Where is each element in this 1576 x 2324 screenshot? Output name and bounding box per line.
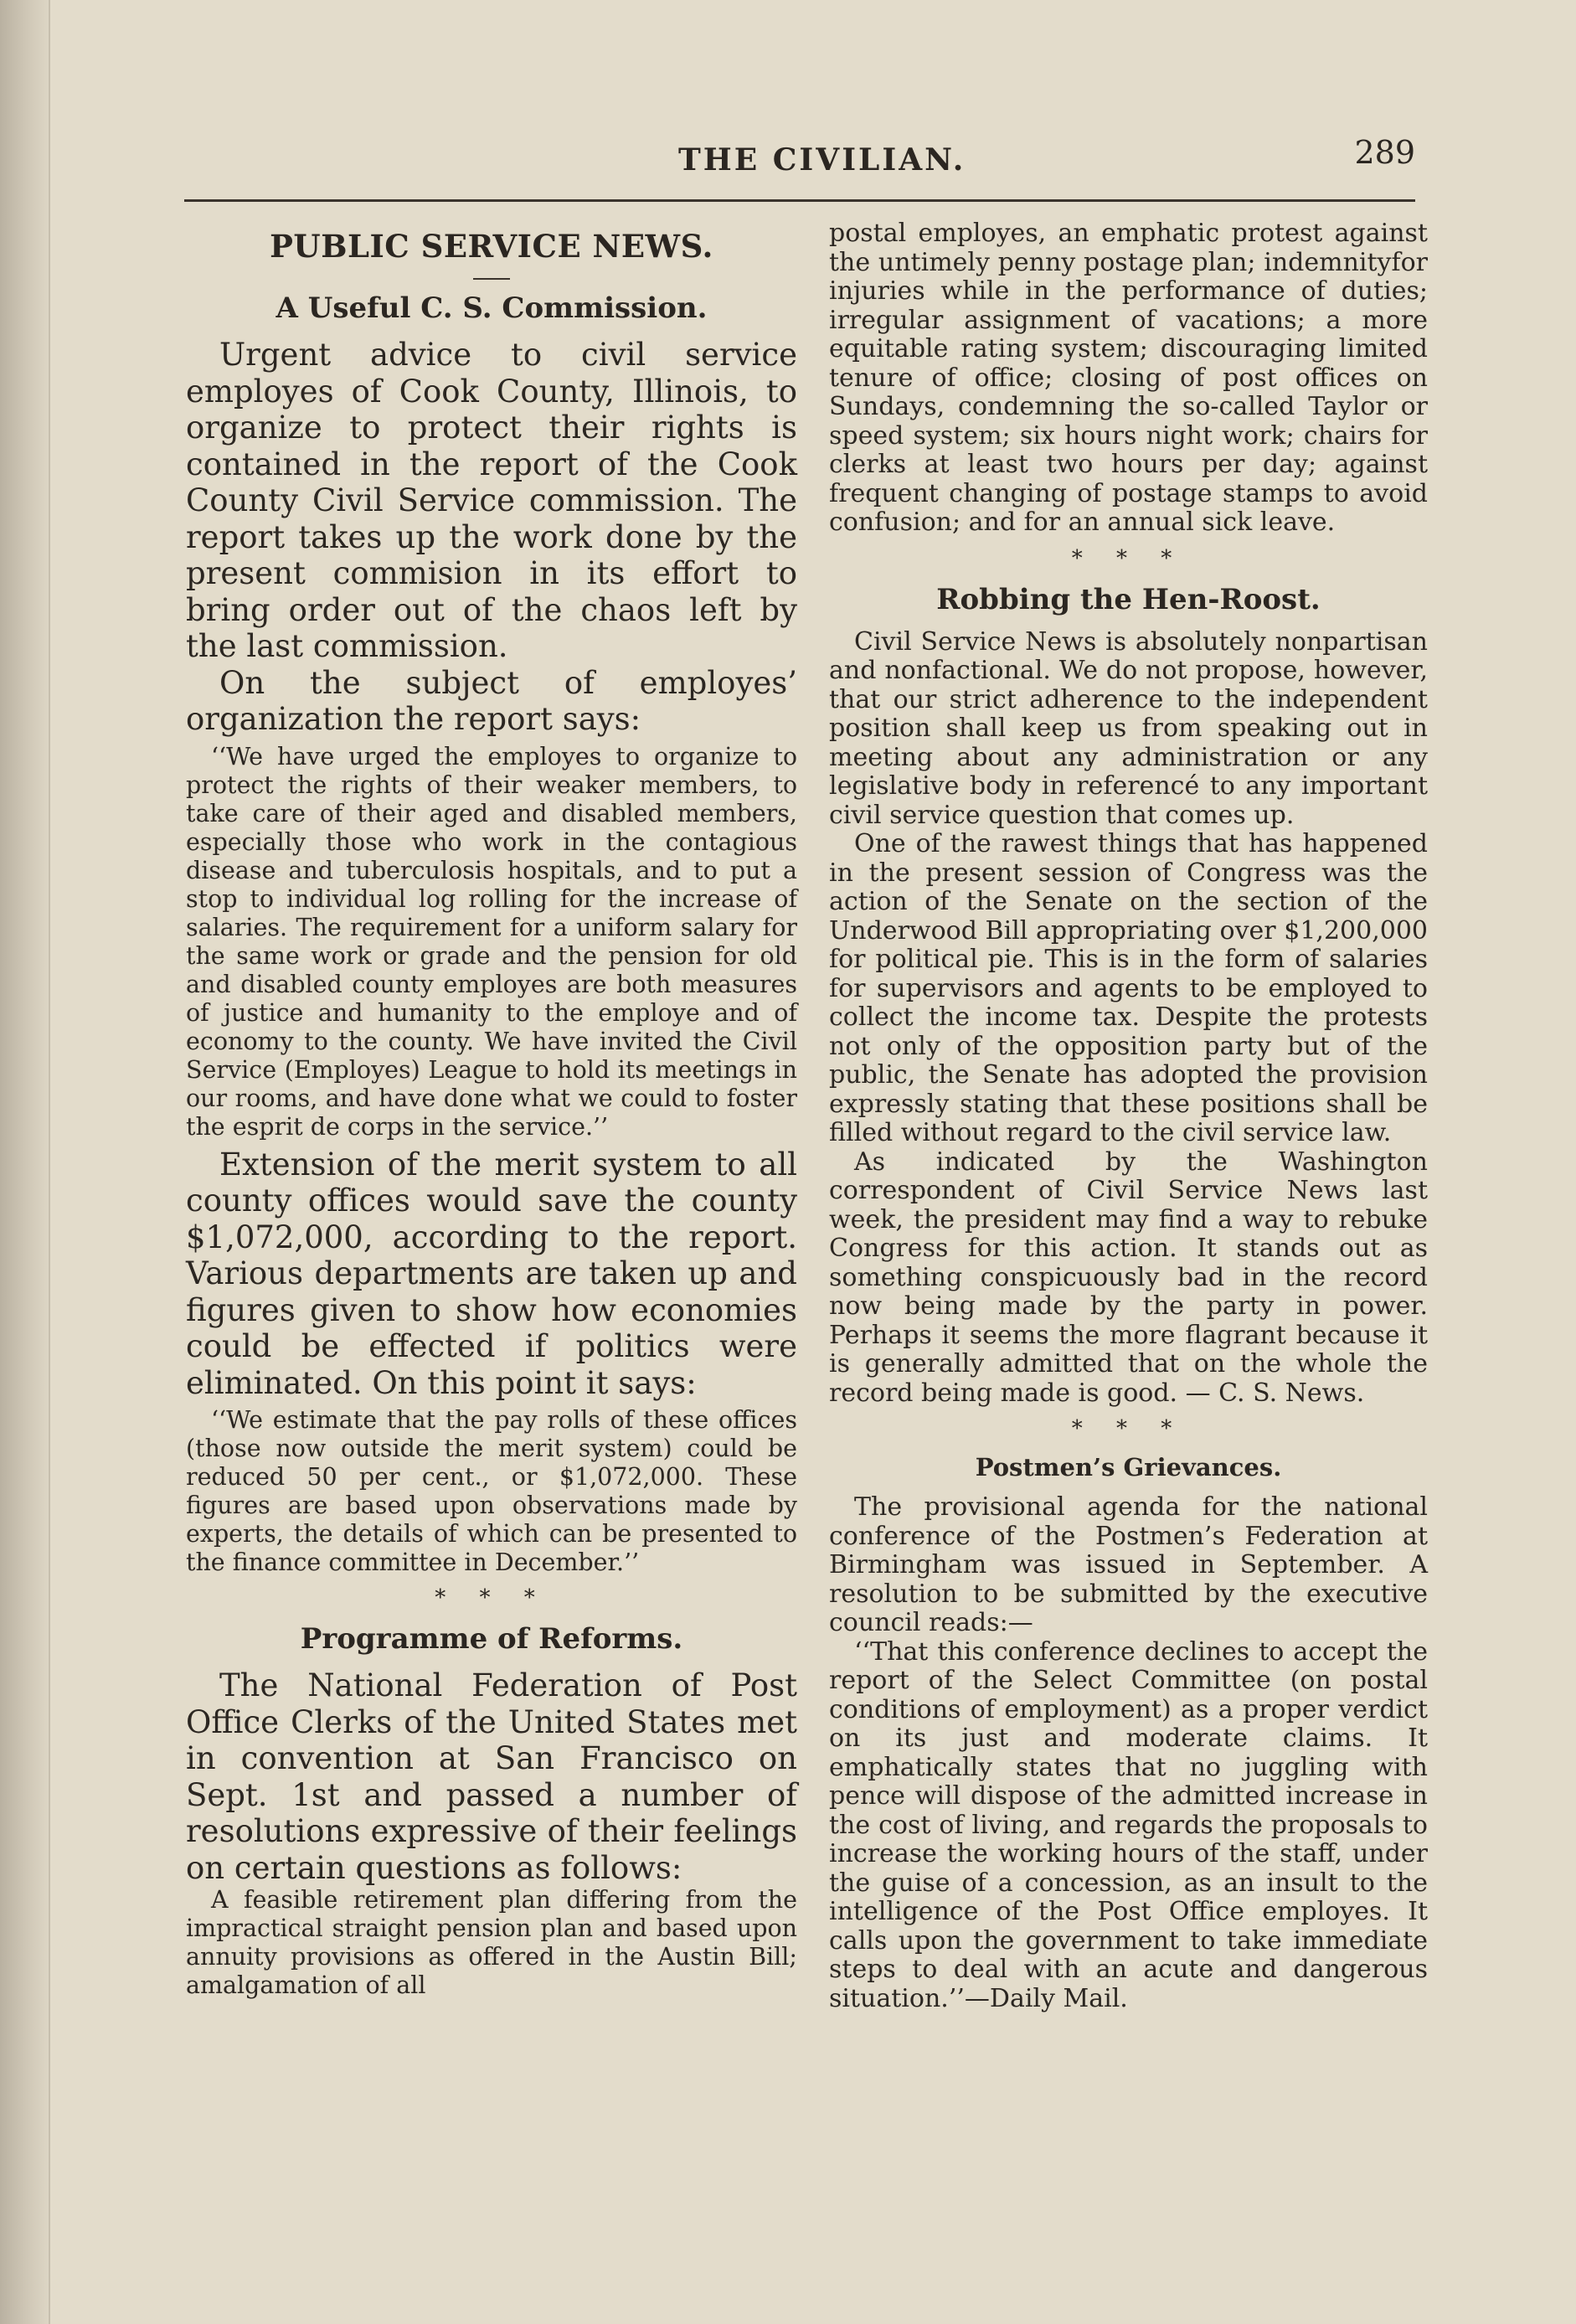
- article-paragraph: A feasible retirement plan differing from the impractical straight pension plan and based upon annuity provisions as offered in the Austin Bill; amalgamation of all: [186, 1886, 797, 1999]
- article-quote: ‘‘That this conference declines to accept the report of the Select Committee (on postal conditions of employment) as a proper verdict on its just and moderate claims. It emphatically states that no juggling with pence will dispose of the admitted increase in the cost of living, and regards the proposals to increase the working hours of the staff, under the guise of a concession, as an insult to the intelligence of the Post Office employes. It calls upon the government to take immediate steps to deal with an acute and dangerous situation.’’—Daily Mail.: [829, 1636, 1428, 2013]
- article-paragraph: Urgent advice to civil service employes of Cook County, Illinois, to organize to protect their rights is contained in the report of the Cook County Civil Service commission. The report takes up the work done by the present commision in its effort to bring order out of the chaos left by the last commission.: [186, 337, 797, 664]
- article-quote: ‘‘We have urged the employes to organize to protect the rights of their weaker members, to take care of their aged and disabled members, especially those who work in the contagious disease and tuberculosis hospitals, and to put a stop to individual log rolling for the increase of salaries. The requirement for a uniform salary for the same work or grade and the pension for old and disabled county employes are both measures of justice and humanity to the employe and of economy to the county. We have invited the Civil Service (Employes) League to hold its meetings in our rooms, and have done what we could to foster the esprit de corps in the service.’’: [186, 742, 797, 1141]
- article-quote: ‘‘We estimate that the pay rolls of these offices (those now outside the merit system) could be reduced 50 per cent., or $1,072,000. These figures are based upon observations made by experts, the details of which can be presented to the finance committee in December.’’: [186, 1406, 797, 1576]
- article-paragraph: One of the rawest things that has happened in the present session of Congress was the action of the Senate on the section of the Underwood Bill appropriating over $1,200,000 for political pie. This is in the form of salaries for supervisors and agents to be employed to collect the income tax. Despite the protests not only of the opposition party but of the public, the Senate has adopted the provision expressly stating that these positions shall be filled without regard to the civil service law.: [829, 829, 1428, 1147]
- page-binding-edge: [0, 0, 50, 2324]
- section-stars-separator: * * *: [435, 1585, 549, 1610]
- section-title: PUBLIC SERVICE NEWS.: [270, 228, 713, 265]
- journal-title: THE CIVILIAN.: [678, 142, 966, 178]
- article-paragraph: The provisional agenda for the national conference of the Postmen’s Federation at Birmingham was issued in September. A resolution to be submitted by the executive council reads:—: [829, 1492, 1428, 1637]
- page-header: [184, 134, 1424, 193]
- article-paragraph: The National Federation of Post Office Clerks of the United States met in convention at San Francisco on Sept. 1st and passed a number of resolutions expressive of their feelings on certain questions as follows:: [186, 1667, 797, 1886]
- right-column: [829, 219, 1428, 2013]
- section-stars-separator: * * *: [1071, 545, 1186, 571]
- page-number: 289: [1354, 134, 1415, 171]
- article-heading-programme-of-reforms: Programme of Reforms.: [300, 1622, 683, 1656]
- left-column: [186, 219, 797, 2000]
- article-paragraph: On the subject of employes’ organization the report says:: [186, 664, 797, 737]
- article-paragraph: Extension of the merit system to all county offices would save the county $1,072,000, according to the report. Various departments are taken up and figures given to show how economies could be effected if politics were eliminated. On this point it says:: [186, 1146, 797, 1401]
- article-heading-postmens-grievances: Postmen’s Grievances.: [975, 1453, 1282, 1481]
- article-heading-useful-commission: A Useful C. S. Commission.: [276, 291, 708, 325]
- article-paragraph-continued: postal employes, an emphatic protest against the untimely penny postage plan; indemnityfor injuries while in the performance of duties; irregular assignment of vacations; a more equitable rating system; discouraging limited tenure of office; closing of post offices on Sundays, condemning the so-called Taylor or speed system; six hours night work; chairs for clerks at least two hours per day; against frequent changing of postage stamps to avoid confusion; and for an annual sick leave.: [829, 219, 1428, 537]
- dash-separator: [473, 278, 510, 280]
- article-paragraph: Civil Service News is absolutely nonpartisan and nonfactional. We do not propose, however, that our strict adherence to the independent position shall keep us from speaking out in meeting about any administration or any legislative body in referencé to any important civil service question that comes up.: [829, 626, 1428, 830]
- header-rule: [184, 199, 1415, 202]
- section-stars-separator: * * *: [1071, 1416, 1186, 1441]
- article-paragraph: As indicated by the Washington correspondent of Civil Service News last week, the president may find a way to rebuke Congress for this action. It stands out as something conspicuously bad in the record now being made by the party in power. Perhaps it seems the more flagrant because it is generally admitted that on the whole the record being made is good. — C. S. News.: [829, 1147, 1428, 1408]
- article-heading-hen-roost: Robbing the Hen-Roost.: [936, 582, 1321, 616]
